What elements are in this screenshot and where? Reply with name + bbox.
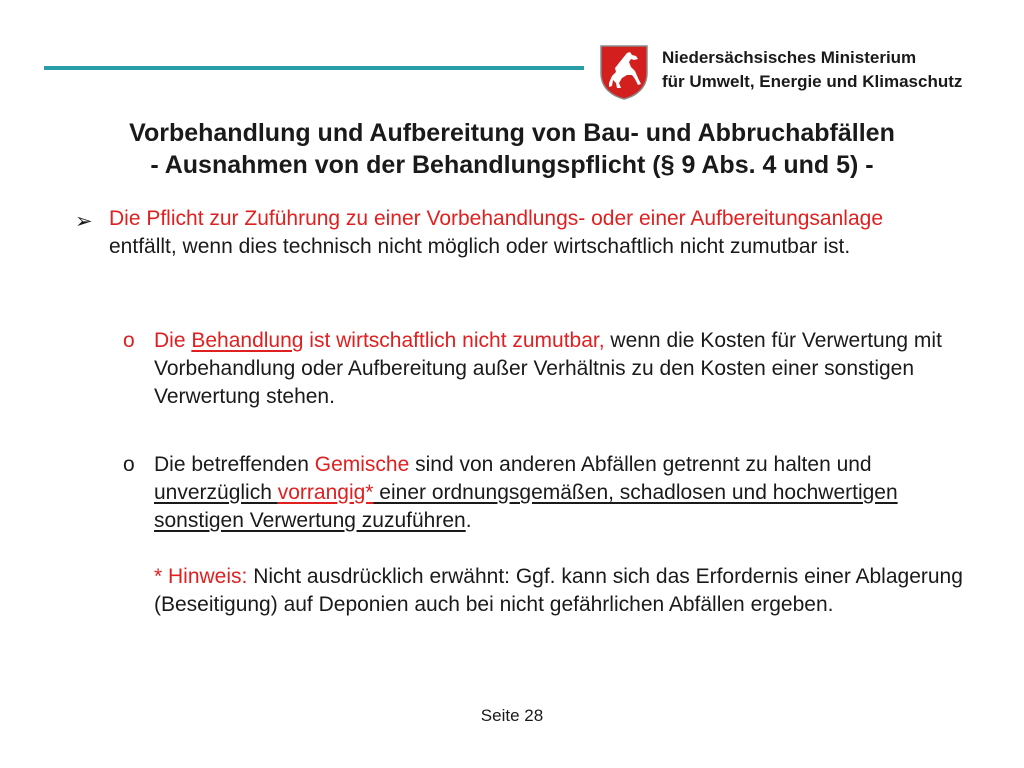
lower-saxony-horse-crest-icon (598, 43, 650, 101)
sub2-underlined-1: unverzüglich (154, 481, 278, 504)
main-bullet-red-text: Die Pflicht zur Zuführung zu einer Vorbehandlungs- oder einer Aufbereitungsanlage (109, 207, 883, 230)
main-bullet-text (109, 205, 909, 261)
sub-bullet-1-text (154, 327, 964, 411)
sub2-end: . (465, 509, 472, 532)
sub2-underlined-red: vorrangig* (277, 481, 374, 504)
hint-text: Nicht ausdrücklich erwähnt: Ggf. kann sich das Erfordernis einer Ablagerung (Beseitigung) auf Deponien auch bei nicht gefährlichen Abfällen ergeben. (154, 565, 963, 616)
sub2-text-2: sind von anderen Abfällen getrennt zu halten und (409, 453, 872, 476)
page-number: Seite 28 (480, 706, 544, 725)
sub-bullet-2-marker: o (123, 453, 135, 476)
slide-title (0, 117, 1024, 181)
hint-note (154, 563, 974, 619)
ministry-name (662, 46, 962, 94)
sub2-red-word: Gemische (314, 453, 410, 476)
slide-title-line-2: - Ausnahmen von der Behandlungspflicht (§ 9 Abs. 4 und 5) - (150, 151, 874, 179)
sub2-text-1: Die betreffenden (154, 453, 315, 476)
main-bullet-rest-text: entfällt, wenn dies technisch nicht möglich oder wirtschaftlich nicht zumutbar ist. (109, 235, 851, 258)
sub-bullet-1-marker: o (123, 329, 135, 352)
sub1-rest-text: wenn die Kosten für Verwertung mit Vorbehandlung oder Aufbereitung außer Verhältnis zu den Kosten einer sonstigen Verwertung stehen. (154, 329, 942, 408)
sub2-underlined-2: einer ordnungsgemäßen, schadlosen und hochwertigen sonstigen Verwertung zuzuführen (154, 481, 898, 532)
slide-title-line-1: Vorbehandlung und Aufbereitung von Bau- und Abbruchabfällen (129, 119, 895, 147)
hint-label: * Hinweis: (154, 565, 248, 588)
ministry-line-2: für Umwelt, Energie und Klimaschutz (662, 72, 963, 91)
sub1-red-part-2: ist wirtschaftlich nicht zumutbar, (303, 329, 605, 352)
arrow-bullet-icon: ➢ (75, 210, 93, 233)
sub1-red-underlined: Behandlung (191, 329, 304, 352)
sub-bullet-2-text (154, 451, 964, 535)
header-accent-line (44, 66, 584, 70)
sub1-red-part-1: Die (154, 329, 192, 352)
ministry-line-1: Niedersächsisches Ministerium (662, 48, 917, 67)
